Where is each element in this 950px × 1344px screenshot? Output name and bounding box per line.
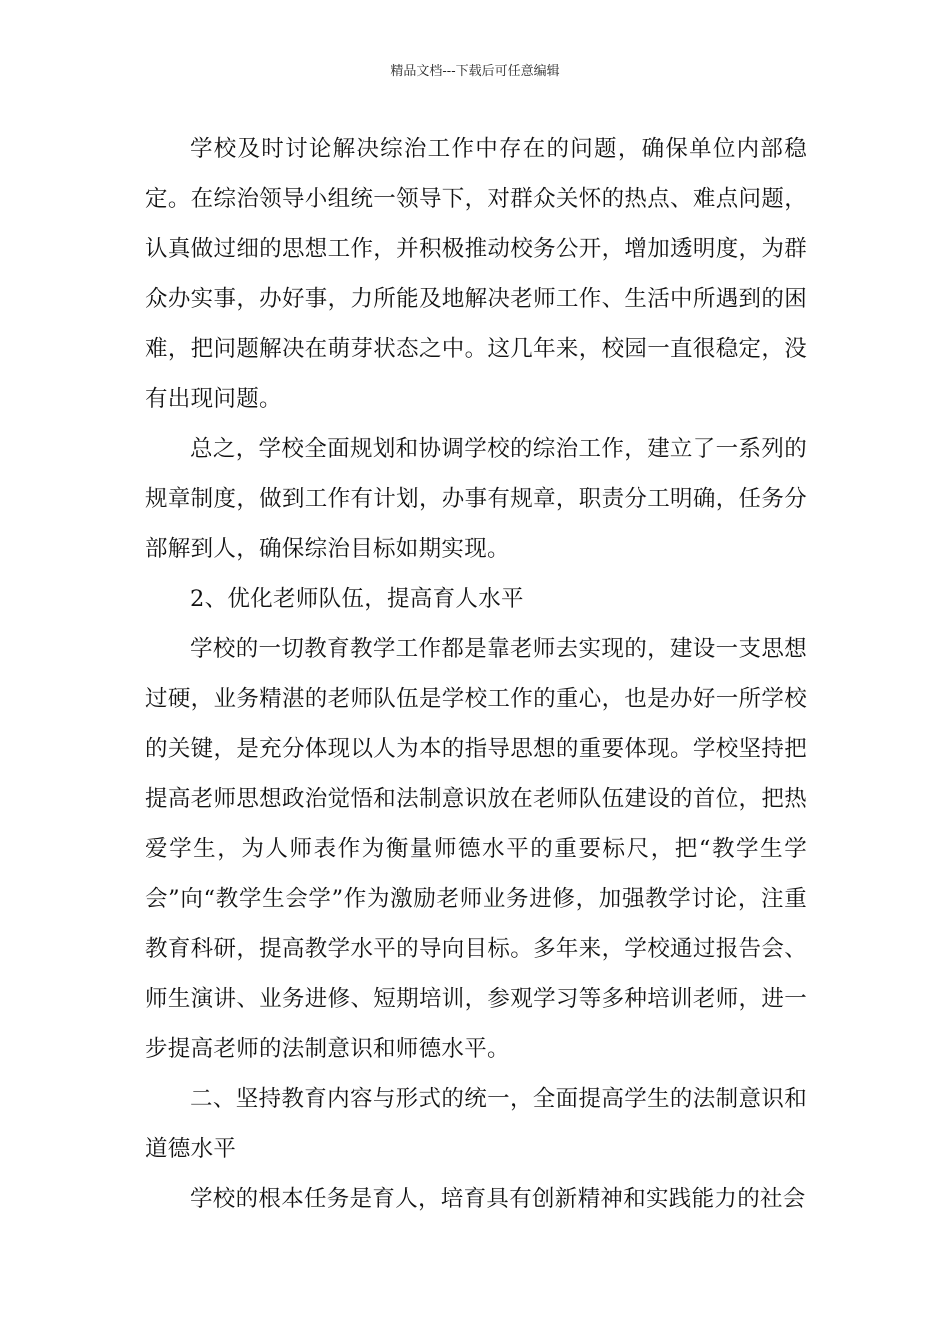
paragraph-summary: 总之，学校全面规划和协调学校的综治工作，建立了一系列的规章制度，做到工作有计划，办事有规章，职责分工明确，任务分部解到人，确保综治目标如期实现。 bbox=[145, 436, 807, 562]
paragraph-education: 学校的根本任务是育人，培育具有创新精神和实践能力的社会 bbox=[190, 1186, 806, 1212]
document-body bbox=[145, 124, 807, 1224]
section-heading-teachers: 2、优化老师队伍，提高育人水平 bbox=[190, 586, 524, 612]
paragraph-teachers: 学校的一切教育教学工作都是靠老师去实现的，建设一支思想过硬，业务精湛的老师队伍是学校工作的重心，也是办好一所学校的关键，是充分体现以人为本的指导思想的重要体现。学校坚持把提高老师思想政治觉悟和法制意识放在老师队伍建设的首位，把热爱学生，为人师表作为衡量师德水平的重要标尺，把“教学生学会”向“教学生会学”作为激励老师业务进修，加强教学讨论，注重教育科研，提高教学水平的导向目标。多年来，学校通过报告会、师生演讲、业务进修、短期培训，参观学习等多种培训老师，进一步提高老师的法制意识和师德水平。 bbox=[145, 636, 807, 1062]
paragraph-stability: 学校及时讨论解决综治工作中存在的问题，确保单位内部稳定。在综治领导小组统一领导下，对群众关怀的热点、难点问题，认真做过细的思想工作，并积极推动校务公开，增加透明度，为群众办实事，办好事，力所能及地解决老师工作、生活中所遇到的困难，把问题解决在萌芽状态之中。这几年来，校园一直很稳定，没有出现问题。 bbox=[145, 136, 807, 412]
page-header: 精品文档---下载后可任意编辑 bbox=[390, 64, 560, 79]
section-heading-education: 二、坚持教育内容与形式的统一，全面提高学生的法制意识和道德水平 bbox=[145, 1086, 807, 1162]
